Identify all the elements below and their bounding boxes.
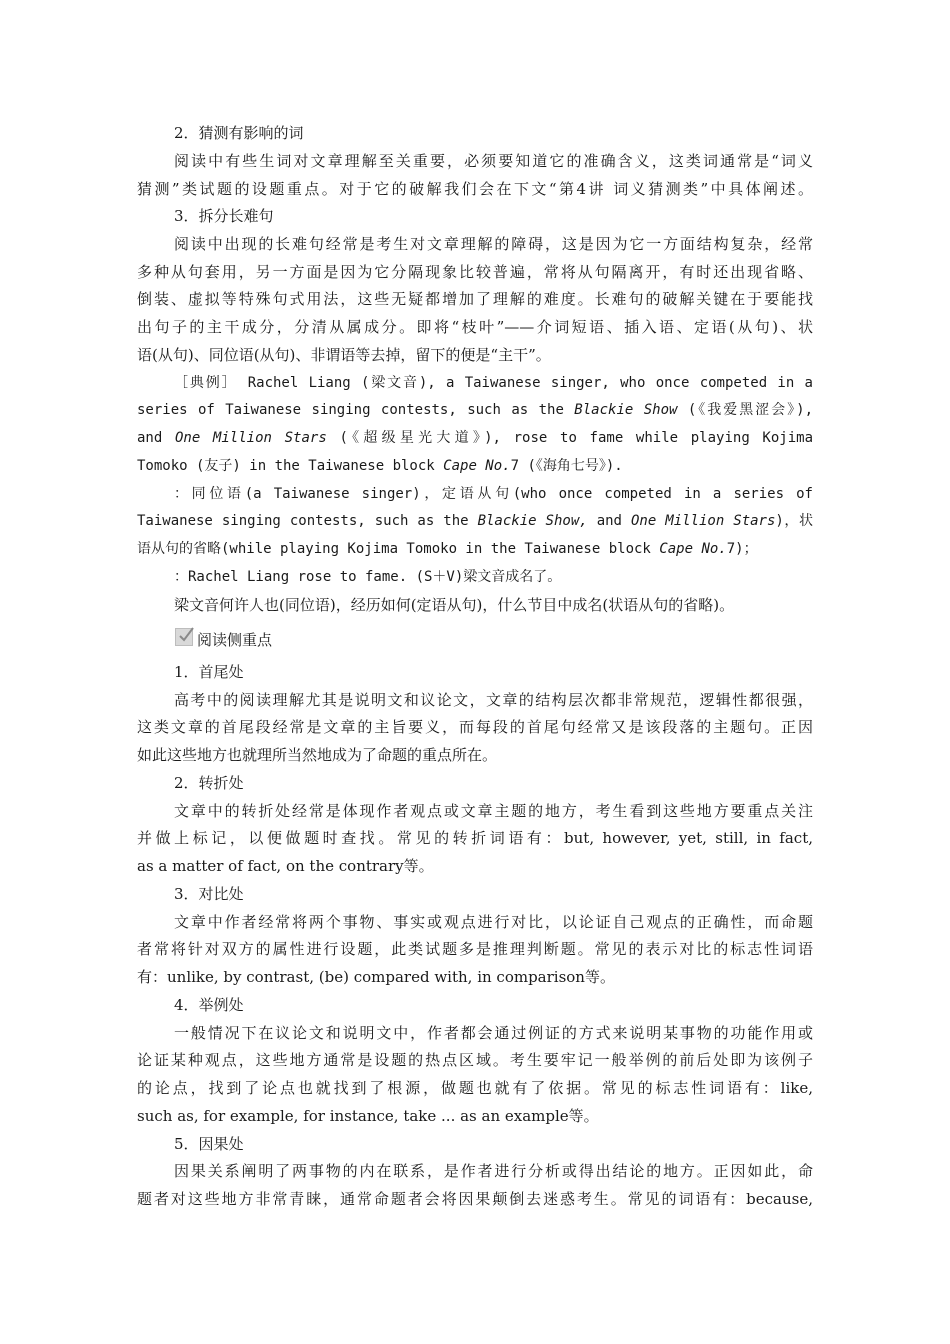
paragraph-line: as a matter of fact, on the contrary等。 [137, 857, 434, 875]
paragraph-line: 高考中的阅读理解尤其是说明文和议论文，文章的结构层次都非常规范，逻辑性都很强， [174, 691, 813, 709]
example-line: and One Million Stars (《超级星光大道》), rose to fame while playing Kojima [137, 430, 814, 446]
checkmark-icon [175, 628, 193, 646]
heading-beginning-end: 1．首尾处 [174, 663, 244, 681]
paragraph-line: 文章中的转折处经常是体现作者观点或文章主题的地方，考生看到这些地方要重点关注 [174, 802, 813, 820]
paragraph-line: 文章中作者经常将两个事物、事实或观点进行对比，以论证自己观点的正确性，而命题 [174, 913, 813, 931]
paragraph-line: 一般情况下在议论文和说明文中，作者都会通过例证的方式来说明某事物的功能作用或 [174, 1024, 813, 1042]
paragraph-line: 因果关系阐明了两事物的内在联系，是作者进行分析或得出结论的地方。正因如此，命 [174, 1162, 813, 1180]
paragraph-line: 倒装、虚拟等特殊句式用法，这些无疑都增加了理解的难度。长难句的破解关键在于要能找 [137, 290, 813, 308]
section-title: 阅读侧重点 [197, 631, 273, 649]
heading-long-sentences: 3．拆分长难句 [174, 207, 274, 225]
analysis-line: ：Rachel Liang rose to fame. (S＋V)梁文音成名了。 [174, 569, 562, 585]
example-line: ［典例］ Rachel Liang (梁文音), a Taiwanese singer, who once competed in a [174, 375, 813, 391]
paragraph-line: 的论点，找到了论点也就找到了根源，做题也就有了依据。常见的标志性词语有：like, [137, 1079, 813, 1097]
analysis-line: 语从句的省略(while playing Kojima Tomoko in the Taiwanese block Cape No.7)； [137, 541, 758, 557]
paragraph-line: 这类文章的首尾段经常是文章的主旨要义，而每段的首尾句经常又是该段落的主题句。正因 [137, 718, 813, 736]
paragraph-line: 语(从句)、同位语(从句)、非谓语等去掉，留下的便是“主干”。 [137, 346, 551, 364]
paragraph-line: 阅读中有些生词对文章理解至关重要，必须要知道它的准确含义，这类词通常是“词义 [174, 152, 813, 170]
heading-guess-words: 2．猜测有影响的词 [174, 124, 304, 142]
analysis-line: ：同位语(a Taiwanese singer)，定语从句(who once competed in a series of [174, 486, 813, 502]
analysis-line: Taiwanese singing contests, such as the Blackie Show, and One Million Stars)，状 [137, 513, 813, 529]
heading-transition: 2．转折处 [174, 774, 244, 792]
paragraph-line: 阅读中出现的长难句经常是考生对文章理解的障碍，这是因为它一方面结构复杂，经常 [174, 235, 813, 253]
paragraph-line: 论证某种观点，这些地方通常是设题的热点区域。考生要牢记一般举例的前后处即为该例子 [137, 1051, 813, 1069]
heading-contrast: 3．对比处 [174, 885, 244, 903]
paragraph-line: 猜测”类试题的设题重点。对于它的破解我们会在下文“第4讲 词义猜测类”中具体阐述。 [137, 180, 813, 198]
heading-cause-effect: 5．因果处 [174, 1135, 244, 1153]
example-line: series of Taiwanese singing contests, such as the Blackie Show (《我爱黑涩会》), [137, 402, 813, 418]
paragraph-line: such as, for example, for instance, take ... as an example等。 [137, 1107, 599, 1125]
paragraph-line: 有：unlike, by contrast, (be) compared with, in comparison等。 [137, 968, 615, 986]
paragraph-line: 题者对这些地方非常青睐，通常命题者会将因果颠倒去迷惑考生。常见的词语有：because, [137, 1190, 813, 1208]
paragraph-line: 者常将针对双方的属性进行设题，此类试题多是推理判断题。常见的表示对比的标志性词语 [137, 940, 813, 958]
paragraph-line: 出句子的主干成分，分清从属成分。即将“枝叶”——介词短语、插入语、定语(从句)、状 [137, 318, 813, 336]
paragraph-line: 如此这些地方也就理所当然地成为了命题的重点所在。 [137, 746, 498, 764]
analysis-line: 梁文音何许人也(同位语)，经历如何(定语从句)，什么节目中成名(状语从句的省略)。 [174, 596, 735, 614]
paragraph-line: 并做上标记，以便做题时查找。常见的转折词语有：but, however, yet, still, in fact, [137, 829, 813, 847]
heading-examples: 4．举例处 [174, 996, 244, 1014]
example-line: Tomoko (友子) in the Taiwanese block Cape No.7 (《海角七号》). [137, 458, 623, 474]
paragraph-line: 多种从句套用，另一方面是因为它分隔现象比较普遍，常将从句隔离开，有时还出现省略、 [137, 263, 813, 281]
